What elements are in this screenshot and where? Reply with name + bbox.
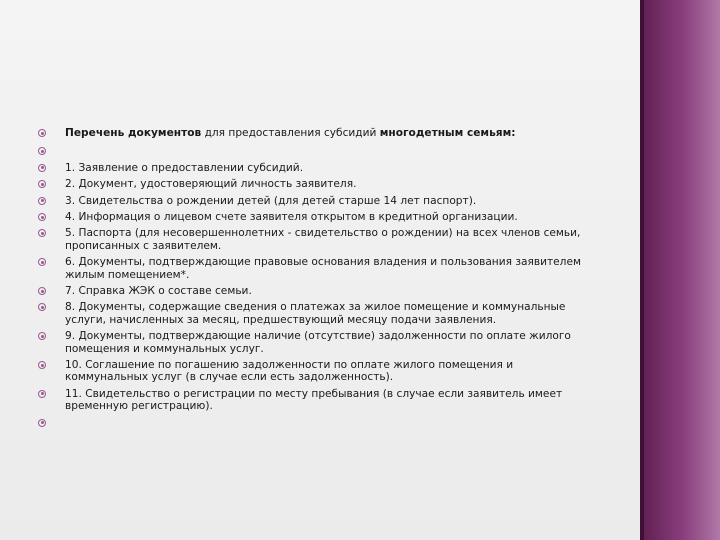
list-item xyxy=(38,301,598,326)
circle-bullet-icon xyxy=(38,147,46,155)
circle-bullet-icon xyxy=(38,180,46,188)
list-item xyxy=(38,162,598,174)
heading-part2: для предоставления субсидий xyxy=(201,127,380,139)
list-item xyxy=(38,178,598,190)
decorative-side-band xyxy=(640,0,720,540)
list-item-text: 4. Информация о лицевом счете заявителя открытом в кредитной организации. xyxy=(65,211,518,224)
list-item-text: 2. Документ, удостоверяющий личность заявителя. xyxy=(65,178,357,191)
circle-bullet-icon xyxy=(38,287,46,295)
circle-bullet-icon xyxy=(38,213,46,221)
list-item xyxy=(38,227,598,252)
circle-bullet-icon xyxy=(38,419,46,427)
document-list xyxy=(38,127,598,433)
circle-bullet-icon xyxy=(38,164,46,172)
list-item xyxy=(38,256,598,281)
list-heading xyxy=(38,127,598,139)
list-blank-line xyxy=(38,145,598,157)
list-item-text: 7. Справка ЖЭК о составе семьи. xyxy=(65,285,252,298)
list-item-text: 5. Паспорта (для несовершеннолетних - свидетельство о рождении) на всех членов семьи, прописанных с заявителем. xyxy=(65,227,581,252)
circle-bullet-icon xyxy=(38,361,46,369)
heading-bold-part3: многодетным семьям: xyxy=(379,127,516,139)
circle-bullet-icon xyxy=(38,258,46,266)
list-item-text: 1. Заявление о предоставлении субсидий. xyxy=(65,161,304,174)
circle-bullet-icon xyxy=(38,390,46,398)
list-item-text: 11. Свидетельство о регистрации по месту пребывания (в случае если заявитель имеет временную регистрацию). xyxy=(65,387,563,413)
list-item xyxy=(38,285,598,297)
circle-bullet-icon xyxy=(38,332,46,340)
heading-bold-part1: Перечень документов xyxy=(65,127,202,139)
list-item-text: 10. Соглашение по погашению задолженности по оплате жилого помещения и коммунальных услуг (в случае если есть задолженность). xyxy=(65,359,514,384)
circle-bullet-icon xyxy=(38,197,46,205)
list-item xyxy=(38,195,598,207)
list-item-text: 9. Документы, подтверждающие наличие (отсутствие) задолженности по оплате жилого помещения и коммунальных услуг. xyxy=(65,330,571,355)
list-blank-line xyxy=(38,417,598,429)
list-item xyxy=(38,211,598,223)
list-item xyxy=(38,359,598,384)
list-item-text: 8. Документы, содержащие сведения о платежах за жилое помещение и коммунальные услуги, начисленных за месяц, предшествующий месяцу подачи заявления. xyxy=(65,301,566,326)
list-item xyxy=(38,330,598,355)
list-item-text: 6. Документы, подтверждающие правовые основания владения и пользования заявителем жилым помещением*. xyxy=(65,256,581,281)
circle-bullet-icon xyxy=(38,129,46,137)
circle-bullet-icon xyxy=(38,303,46,311)
list-item-text: 3. Свидетельства о рождении детей (для детей старше 14 лет паспорт). xyxy=(65,194,477,207)
circle-bullet-icon xyxy=(38,229,46,237)
list-item xyxy=(38,388,598,413)
